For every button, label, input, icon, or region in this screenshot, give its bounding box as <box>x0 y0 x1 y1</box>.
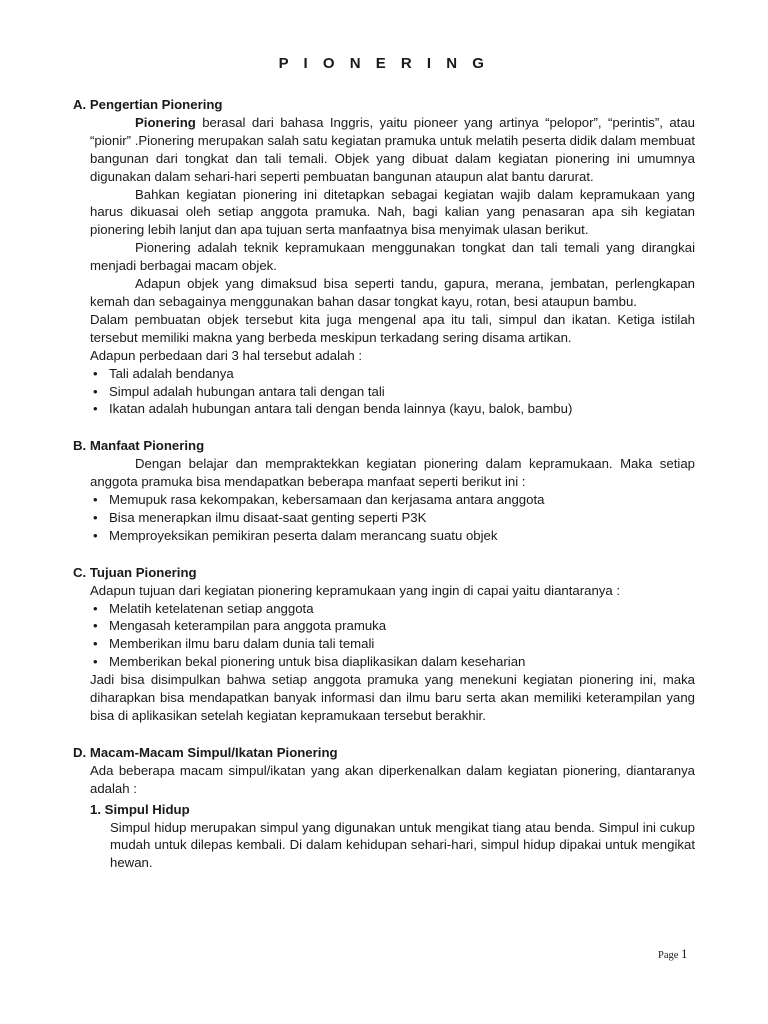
section-c-heading: C. Tujuan Pionering <box>73 564 197 580</box>
section-d-heading: D. Macam-Macam Simpul/Ikatan Pionering <box>73 744 338 760</box>
section-c-paragraph-1: Adapun tujuan dari kegiatan pionering kepramukaan yang ingin di capai yaitu diantaranya : <box>90 582 621 598</box>
section-a-body <box>73 114 695 365</box>
section-a-paragraph-5: Dalam pembuatan objek tersebut kita juga mengenal apa itu tali, simpul dan ikatan. Ketiga istilah tersebut memiliki makna yang berbeda meskipun terkadang sering disama artikan. <box>90 311 695 345</box>
list-item: • Bisa menerapkan ilmu disaat-saat genting seperti P3K <box>73 509 695 527</box>
section-d-paragraph-1: Ada beberapa macam simpul/ikatan yang akan diperkenalkan dalam kegiatan pionering, diantaranya adalah : <box>90 762 695 796</box>
page-number: 1 <box>681 946 688 961</box>
section-a-paragraph-1-text: berasal dari bahasa Inggris, yaitu pioneer yang artinya “pelopor”, “perintis”, atau “pionir” .Pionering merupakan salah satu kegiatan pramuka untuk melatih peserta didik dalam membuat bangunan dari tongkat dan tali temali. Objek yang dibuat dalam kegiatan pionering ini umumnya digunakan dalam sehari-hari seperti pembuatan bangunan ataupun alat bantu darurat. <box>90 114 695 184</box>
section-a-paragraph-6: Adapun perbedaan dari 3 hal tersebut adalah : <box>90 347 363 363</box>
simpul-hidup-heading: 1. Simpul Hidup <box>90 801 190 817</box>
page-label: Page <box>658 950 679 961</box>
section-d-body <box>73 762 695 872</box>
section-a-bullet-list <box>73 365 695 419</box>
list-item: • Ikatan adalah hubungan antara tali dengan benda lainnya (kayu, balok, bambu) <box>73 400 695 418</box>
list-item: • Melatih ketelatenan setiap anggota <box>73 600 695 618</box>
document-body <box>73 96 695 872</box>
section-c-paragraph-2: Jadi bisa disimpulkan bahwa setiap anggota pramuka yang menekuni kegiatan pionering ini, maka diharapkan bisa mendapatkan banyak informasi dan ilmu baru serta akan memiliki keterampilan yang bisa di aplikasikan setelah kegiatan kepramukaan tersebut berakhir. <box>90 672 695 723</box>
page-footer <box>658 946 688 962</box>
section-a-heading: A. Pengertian Pionering <box>73 97 223 112</box>
section-b-body <box>73 455 695 491</box>
document-title: P I O N E R I N G <box>278 55 490 72</box>
section-b-bullet-list <box>73 491 695 545</box>
pionering-term: Pionering <box>135 114 196 130</box>
section-b-heading: B. Manfaat Pionering <box>73 438 205 454</box>
section-a-paragraph-4: Adapun objek yang dimaksud bisa seperti tandu, gapura, merana, jembatan, perlengkapan kemah dan sebagainya menggunakan bahan dasar tongkat kayu, rotan, besi ataupun bambu. <box>90 276 695 309</box>
list-item: • Memproyeksikan pemikiran peserta dalam merancang suatu objek <box>73 527 695 545</box>
section-c-body <box>73 582 695 600</box>
list-item: • Tali adalah bendanya <box>73 365 695 383</box>
list-item: • Memberikan bekal pionering untuk bisa diaplikasikan dalam keseharian <box>73 653 695 671</box>
section-a-paragraph-2: Bahkan kegiatan pionering ini ditetapkan sebagai kegiatan wajib dalam kepramukaan yang harus dikuasai oleh setiap anggota pramuka. Nah, bagi kalian yang penasaran apa sih kegiatan pionering lebih lanjut dan apa tujuan serta manfaatnya bisa menyimak ulasan berikut. <box>90 186 695 238</box>
section-a-paragraph-1 <box>90 114 695 186</box>
list-item: • Mengasah keterampilan para anggota pramuka <box>73 617 695 635</box>
list-item: • Memberikan ilmu baru dalam dunia tali temali <box>73 635 695 653</box>
section-a-paragraph-3: Pionering adalah teknik kepramukaan menggunakan tongkat dan tali temali yang dirangkai menjadi berbagai macam objek. <box>90 240 695 274</box>
list-item: • Memupuk rasa kekompakan, kebersamaan dan kerjasama antara anggota <box>73 491 695 509</box>
list-item: • Simpul adalah hubungan antara tali dengan tali <box>73 383 695 401</box>
section-c-bullet-list <box>73 600 695 672</box>
simpul-hidup-text: Simpul hidup merupakan simpul yang digunakan untuk mengikat tiang atau benda. Simpul ini cukup mudah untuk dilepas kembali. Di dalam kehidupan sehari-hari, simpul hidup dipakai untuk mengikat hewan. <box>110 819 695 871</box>
section-b-paragraph-1: Dengan belajar dan mempraktekkan kegiatan pionering dalam kepramukaan. Maka setiap anggota pramuka bisa mendapatkan beberapa manfaat seperti berikut ini : <box>90 456 695 490</box>
